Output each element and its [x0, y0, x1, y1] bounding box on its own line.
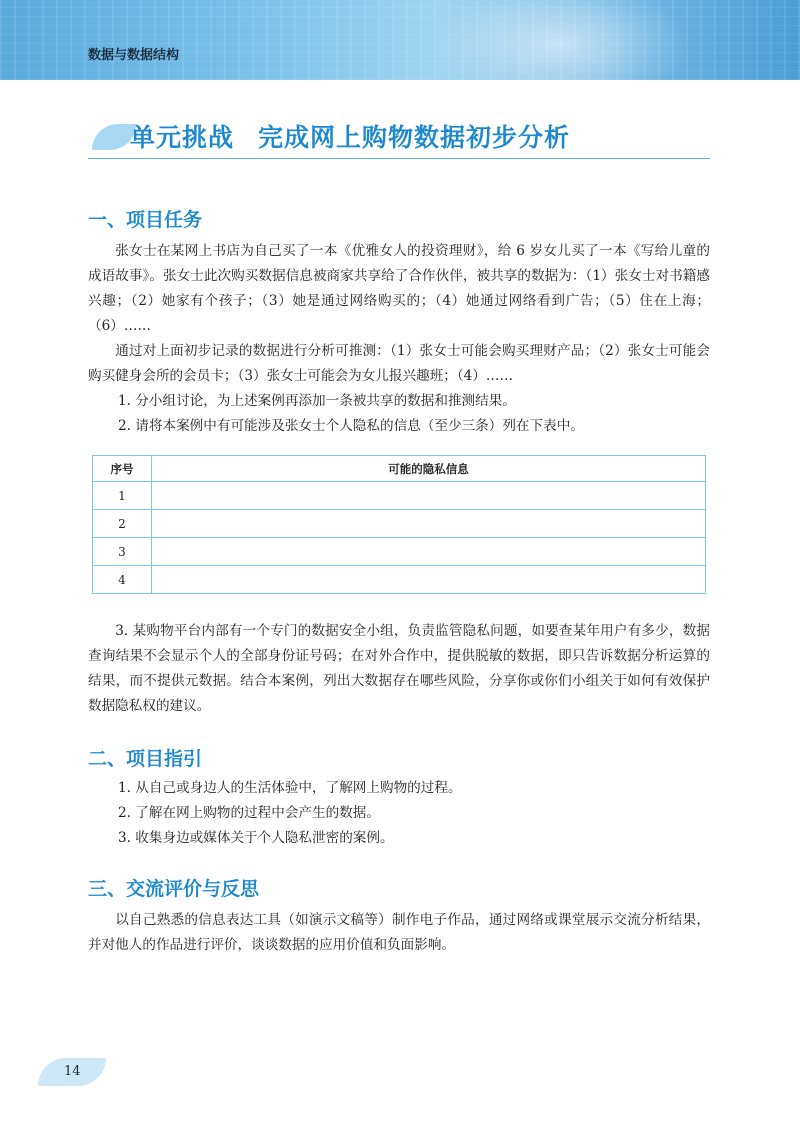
unit-title-bar — [88, 118, 710, 159]
task-paragraph-2: 通过对上面初步记录的数据进行分析可推测：（1）张女士可能会购买理财产品；（2）张女士可能会购买健身会所的会员卡；（3）张女士可能会为女儿报兴趣班；（4）…… — [88, 343, 710, 384]
header-privacy-info: 可能的隐私信息 — [152, 456, 706, 482]
guide-item-1: 1. 从自己或身边人的生活体验中，了解网上购物的过程。 — [118, 780, 462, 796]
row-number: 3 — [93, 538, 152, 566]
table-row — [93, 482, 706, 510]
unit-label: 单元挑战 — [130, 123, 235, 152]
task-paragraph-1: 张女士在某网上书店为自己买了一本《优雅女人的投资理财》，给 6 岁女儿买了一本《写给儿童的成语故事》。张女士此次购买数据信息被商家共享给了合作伙伴，被共享的数据为：（1）张女士对书籍感兴趣；（2）她家有个孩子；（3）她是通过网络购买的；（4）她通过网络看到广告；（5）住在上海；（6）…… — [88, 243, 710, 334]
header-number: 序号 — [93, 456, 152, 482]
guide-item-2: 2. 了解在网上购物的过程中会产生的数据。 — [118, 805, 380, 821]
table-header-row — [93, 456, 706, 482]
section-heading-guide: 二、项目指引 — [88, 748, 203, 770]
header-banner — [0, 0, 800, 80]
row-info-cell[interactable] — [152, 538, 706, 566]
reflection-paragraph: 以自己熟悉的信息表达工具（如演示文稿等）制作电子作品，通过网络或课堂展示交流分析结果，并对他人的作品进行评价，谈谈数据的应用价值和负面影响。 — [88, 912, 710, 953]
unit-name: 完成网上购物数据初步分析 — [258, 123, 571, 152]
row-number: 4 — [93, 566, 152, 594]
row-number: 2 — [93, 510, 152, 538]
row-info-cell[interactable] — [152, 482, 706, 510]
guide-item-3: 3. 收集身边或媒体关于个人隐私泄密的案例。 — [118, 830, 394, 846]
row-info-cell[interactable] — [152, 566, 706, 594]
table-row — [93, 566, 706, 594]
book-section-title: 数据与数据结构 — [88, 48, 180, 63]
task-item-2: 2. 请将本案例中有可能涉及张女士个人隐私的信息（至少三条）列在下表中。 — [118, 418, 584, 434]
banner-glow — [430, 0, 690, 80]
page-number: 14 — [64, 1064, 81, 1079]
table-row — [93, 538, 706, 566]
section-heading-task: 一、项目任务 — [88, 209, 203, 231]
task-item-3: 3. 某购物平台内部有一个专门的数据安全小组，负责监管隐私问题，如要查某年用户有多少，数据查询结果不会显示个人的全部身份证号码；在对外合作中，提供脱敏的数据，即只告诉数据分析运算的结果，而不提供元数据。结合本案例，列出大数据存在哪些风险，分享你或你们小组关于如何有效保护数据隐私权的建议。 — [88, 623, 710, 714]
section-heading-reflection: 三、交流评价与反思 — [88, 878, 260, 900]
row-info-cell[interactable] — [152, 510, 706, 538]
row-number: 1 — [93, 482, 152, 510]
table-row — [93, 510, 706, 538]
unit-title — [130, 118, 570, 154]
privacy-info-table — [92, 455, 706, 594]
task-item-1: 1. 分小组讨论，为上述案例再添加一条被共享的数据和推测结果。 — [118, 393, 516, 409]
